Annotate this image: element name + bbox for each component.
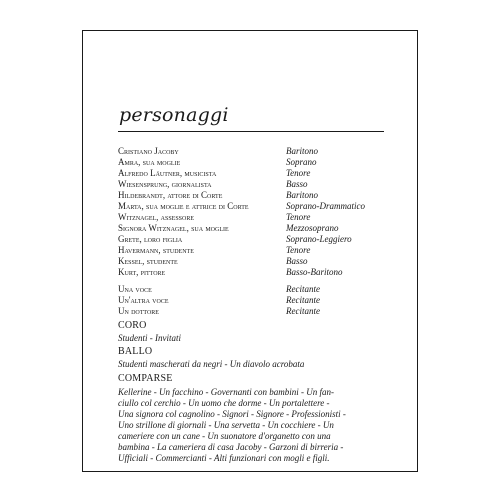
comparse-line: cameriere con un cane - Un suonatore d'organetto con una <box>118 431 331 441</box>
character-row <box>118 245 384 256</box>
character-row <box>118 223 384 234</box>
character-row <box>118 168 384 179</box>
character-name: Marta, sua moglie e attrice di Corte <box>118 201 249 211</box>
reciter-row <box>118 295 384 306</box>
comparse-line: Una signora col cagnolino - Signori - Signore - Professionisti - <box>118 409 346 419</box>
comparse-line: Kellerine - Un facchino - Governanti con bambini - Un fan- <box>118 387 334 397</box>
character-row <box>118 179 384 190</box>
title-rule <box>118 131 384 132</box>
voice-type: Tenore <box>286 245 311 255</box>
character-row <box>118 212 384 223</box>
character-row <box>118 146 384 157</box>
character-row <box>118 157 384 168</box>
voice-type: Soprano-Drammatico <box>286 201 365 211</box>
voice-type: Basso <box>286 179 308 189</box>
comparse-line: Ufficiali - Commercianti - Alti funzionari con mogli e figli. <box>118 453 330 463</box>
voice-type: Recitante <box>286 284 320 294</box>
character-name: Grete, loro figlia <box>118 234 183 244</box>
reciter-name: Un dottore <box>118 306 159 316</box>
voice-type: Soprano <box>286 157 317 167</box>
voice-type: Tenore <box>286 212 311 222</box>
character-name: Witznagel, assessore <box>118 212 194 222</box>
comparse-line: bambina - La cameriera di casa Jacoby - Garzoni di birreria - <box>118 442 344 452</box>
character-row <box>118 256 384 267</box>
character-row <box>118 201 384 212</box>
comparse-line: Uno strillone di giornali - Una servetta - Un cocchiere - Un <box>118 420 334 430</box>
character-row <box>118 234 384 245</box>
comparse-line: ciullo col cerchio - Un uomo che dorme - Un portalettere - <box>118 398 330 408</box>
character-name: Havermann, studente <box>118 245 194 255</box>
ballo-text: Studenti mascherati da negri - Un diavolo acrobata <box>118 359 305 369</box>
reciter-row <box>118 306 384 317</box>
coro-heading: CORO <box>118 320 147 331</box>
character-name: Kessel, studente <box>118 256 178 266</box>
ballo-heading: BALLO <box>118 346 153 357</box>
character-row <box>118 267 384 278</box>
voice-type: Baritono <box>286 190 319 200</box>
character-name: Amra, sua moglie <box>118 157 181 167</box>
character-name: Hildebrandt, attore di Corte <box>118 190 223 200</box>
character-name: Kurt, pittore <box>118 267 166 277</box>
voice-type: Tenore <box>286 168 311 178</box>
character-name: Alfredo Läutner, musicista <box>118 168 217 178</box>
character-name: Cristiano Jacoby <box>118 146 179 156</box>
voice-type: Recitante <box>286 295 320 305</box>
character-name: Wiesensprung, giornalista <box>118 179 212 189</box>
coro-text: Studenti - Invitati <box>118 333 181 343</box>
comparse-heading: COMPARSE <box>118 373 173 384</box>
voice-type: Soprano-Leggiero <box>286 234 352 244</box>
character-row <box>118 190 384 201</box>
page-title: personaggi <box>119 104 229 126</box>
character-name: Signora Witznagel, sua moglie <box>118 223 229 233</box>
voice-type: Recitante <box>286 306 320 316</box>
reciter-name: Una voce <box>118 284 152 294</box>
voice-type: Baritono <box>286 146 319 156</box>
voice-type: Mezzosoprano <box>286 223 339 233</box>
reciter-row <box>118 284 384 295</box>
reciter-name: Un'altra voce <box>118 295 169 305</box>
voice-type: Basso <box>286 256 308 266</box>
voice-type: Basso-Baritono <box>286 267 343 277</box>
